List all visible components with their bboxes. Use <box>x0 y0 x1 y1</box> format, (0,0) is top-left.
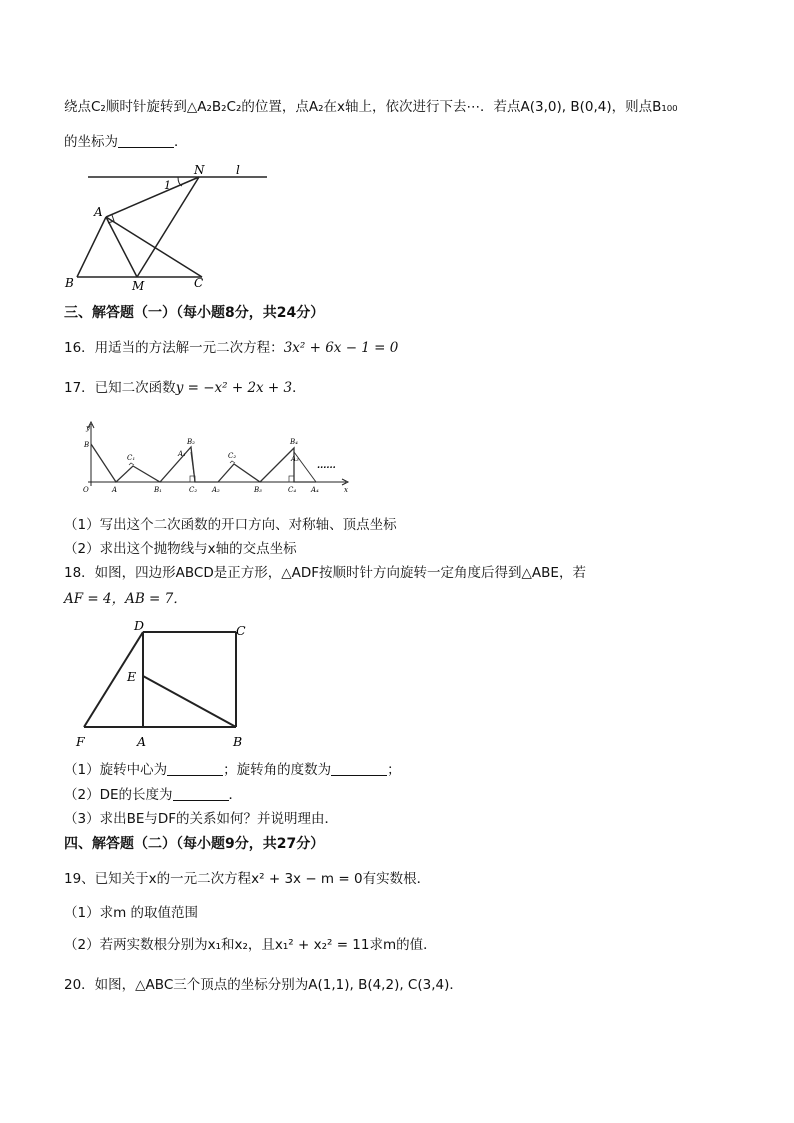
q18-part1-c: ； <box>387 762 401 778</box>
q15-continuation-line2 <box>64 132 188 152</box>
fig3-label-F: F <box>76 734 85 749</box>
q16-text: 16．用适当的方法解一元二次方程： <box>64 340 284 356</box>
q19-part-1: （1）求m 的取值范围 <box>64 905 199 921</box>
fig3-label-E: E <box>127 669 137 684</box>
q15-continuation-line1: 绕点C₂顺时针旋转到△A₂B₂C₂的位置，点A₂在x轴上，依次进行下去⋯．若点A(3,0), B(0,4)，则点B₁₀₀ <box>64 99 678 115</box>
q18-part-3: （3）求出BE与DF的关系如何？并说明理由． <box>64 811 339 827</box>
question-17 <box>64 378 306 398</box>
fig3-label-D: D <box>134 618 145 633</box>
question-20: 20．如图，△ABC三个顶点的坐标分别为A(1,1), B(4,2), C(3,4)． <box>64 977 463 993</box>
question-16 <box>64 338 398 358</box>
question-19: 19、已知关于x的一元二次方程x² + 3x − m = 0有实数根． <box>64 871 431 887</box>
fig2-label-A1: A₁ <box>178 450 186 458</box>
fig2-label-C1: C₁ <box>127 454 136 462</box>
q19-part-2: （2）若两实数根分别为x₁和x₂，且x₁² + x₂² = 11求m的值． <box>64 937 437 953</box>
q18-part2-a: （2）DE的长度为 <box>64 787 173 803</box>
fig2-label-A2: A₂ <box>212 486 220 494</box>
figure-square-abcd <box>70 615 260 750</box>
fig1-label-B: B <box>65 276 74 290</box>
answer-blank <box>167 761 223 776</box>
q17-end: ． <box>292 380 306 396</box>
answer-blank <box>331 761 387 776</box>
fig2-label-A3: A₃ <box>291 455 299 463</box>
fig2-label-x: x <box>344 486 348 494</box>
answer-blank <box>118 133 174 148</box>
q15-answer-prefix: 的坐标为 <box>64 134 118 150</box>
q17-text: 17．已知二次函数 <box>64 380 176 396</box>
fig2-label-B3: B₃ <box>254 486 262 494</box>
fig2-label-B4: B₄ <box>290 438 298 446</box>
fig2-label-B: B <box>84 441 90 449</box>
q17-equation: y = −x² + 2x + 3 <box>175 380 293 396</box>
fig2-label-C2-upper: C₂ <box>228 452 237 460</box>
q18-text-line2: AF = 4，AB = 7． <box>64 591 187 607</box>
q18-part-2 <box>64 785 242 805</box>
fig2-label-A4: A₄ <box>311 486 319 494</box>
section-4-title: 四、解答题（二）（每小题9分，共27分） <box>64 836 325 852</box>
figure-triangle-line-l <box>60 160 275 292</box>
q18-part1-b: ；旋转角的度数为 <box>223 762 332 778</box>
q18-part2-b: ． <box>228 787 243 803</box>
fig2-label-A: A <box>112 486 118 494</box>
q15-answer-suffix: ． <box>174 134 188 150</box>
fig1-label-l: l <box>236 163 240 177</box>
q17-part-2: （2）求出这个抛物线与x轴的交点坐标 <box>64 541 297 557</box>
fig3-label-C: C <box>236 623 246 638</box>
fig2-label-y: y <box>86 424 90 432</box>
fig1-label-A: A <box>94 205 103 219</box>
figure-rotation-zigzag <box>78 420 358 500</box>
q18-part-1 <box>64 760 401 780</box>
fig1-label-N: N <box>194 163 205 177</box>
fig1-label-M: M <box>132 279 145 293</box>
answer-blank <box>173 786 229 801</box>
fig1-label-1: 1 <box>164 179 171 192</box>
fig1-label-C: C <box>194 276 204 290</box>
fig2-label-O: O <box>83 486 89 494</box>
fig2-ellipsis: ...... <box>317 461 336 471</box>
fig3-label-A: A <box>137 734 147 749</box>
fig2-label-B2: B₂ <box>187 438 195 446</box>
fig3-label-B: B <box>233 734 243 749</box>
fig2-label-C4: C₄ <box>288 486 297 494</box>
q18-text-line1: 18．如图，四边形ABCD是正方形，△ADF按顺时针方向旋转一定角度后得到△ABE，若 <box>64 565 586 581</box>
q18-part1-a: （1）旋转中心为 <box>64 762 168 778</box>
section-3-title: 三、解答题（一）（每小题8分，共24分） <box>64 305 325 321</box>
q17-part-1: （1）写出这个二次函数的开口方向、对称轴、顶点坐标 <box>64 517 397 533</box>
fig2-label-B1: B₁ <box>154 486 162 494</box>
fig2-label-C2: C₂ <box>189 486 198 494</box>
q16-equation: 3x² + 6x − 1 = 0 <box>283 340 399 356</box>
